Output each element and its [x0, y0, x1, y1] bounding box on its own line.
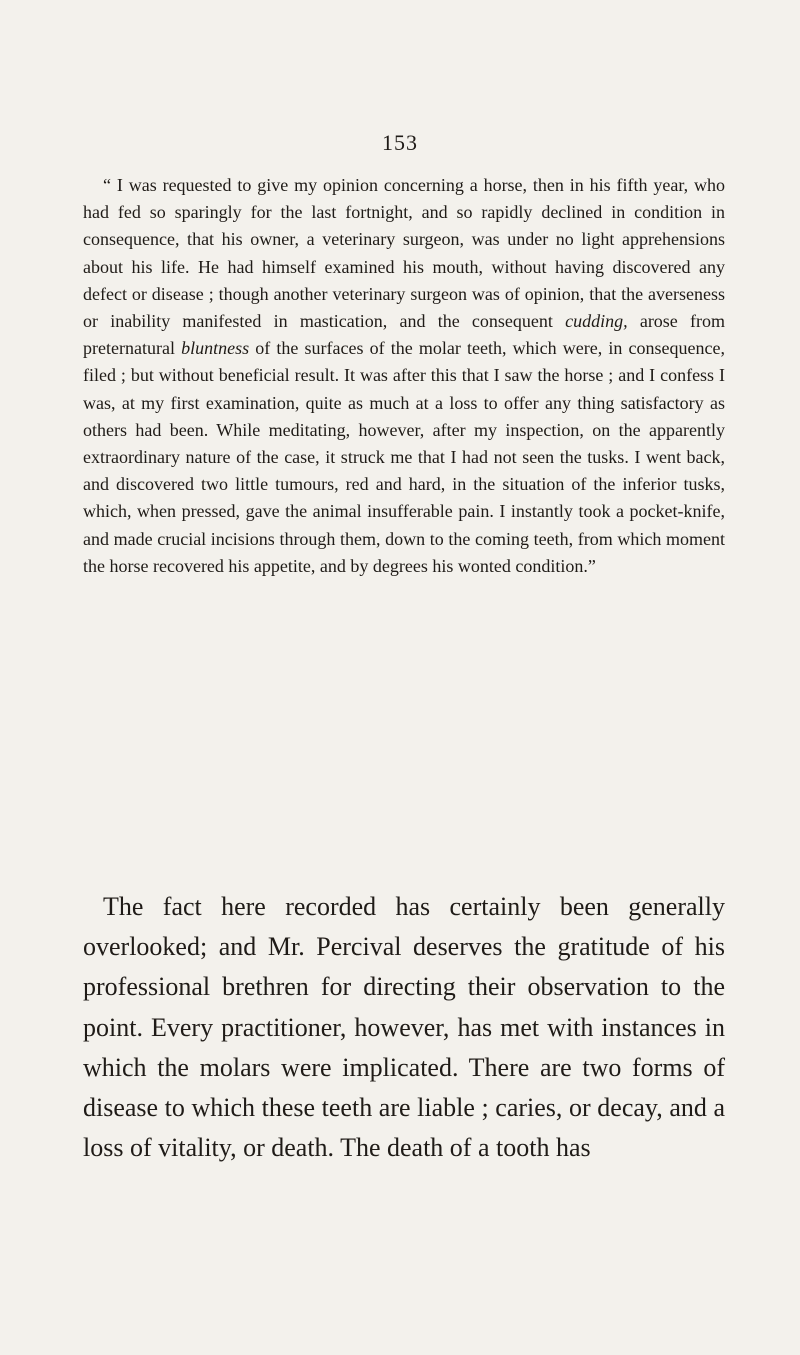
quote-text-1: “ I was requested to give my opinion concerning a horse, then in his fifth year, who had fed so sparingly for the last fortnight, and so rapidly declined in condition in consequence, that his owner, a veterinary surgeon, was under no light apprehensions about his life. He had himself examined his mouth, without having discovered any defect or disease ; though another veterinary surgeon was of opinion, that the averseness or inability manifested in mastication, and the consequent: [83, 175, 725, 332]
body-paragraph: The fact here recorded has certainly been generally overlooked; and Mr. Percival deserves the gratitude of his professional brethren for directing their observation to the point. Every practitioner, however, has met with instances in which the molars were implicated. There are two forms of disease to which these teeth are liable ; caries, or decay, and a loss of vitality, or death. The death of a tooth has: [83, 892, 725, 1163]
page-number: 153: [382, 130, 418, 155]
quote-paragraph: [83, 172, 725, 580]
quote-emphasis-bluntness: bluntness: [181, 338, 250, 359]
quote-emphasis-cudding: cudding,: [565, 311, 628, 332]
quote-text-2: arose from preternatural: [83, 311, 726, 359]
main-text: [83, 887, 725, 1168]
quote-text-3: of the surfaces of the molar teeth, which were, in consequence, filed ; but without beneficial result. It was after this that I saw the horse ; and I confess I was, at my first examination, quite as much at a loss to offer any thing satisfactory as others had been. While meditating, however, after my inspection, on the apparently extraordinary nature of the case, it struck me that I had not seen the tusks. I went back, and discovered two little tumours, red and hard, in the situation of the inferior tusks, which, when pressed, gave the animal insufferable pain. I instantly took a pocket-knife, and made crucial incisions through them, down to the coming teeth, from which moment the horse recovered his appetite, and by degrees his wonted condition.”: [83, 338, 725, 576]
quoted-passage: [83, 172, 725, 580]
